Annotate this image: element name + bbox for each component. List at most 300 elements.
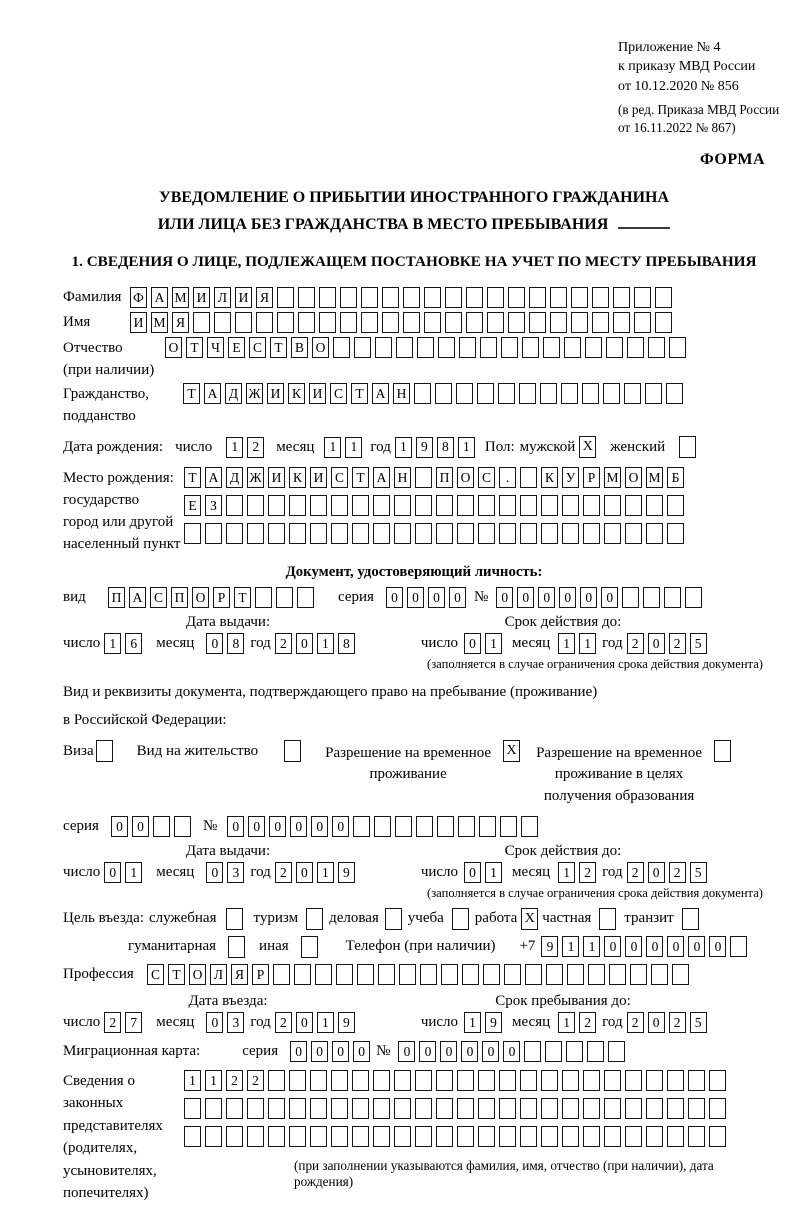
char-cell[interactable]: П	[108, 587, 125, 608]
res-issue-month[interactable]	[206, 862, 248, 883]
char-cell[interactable]: 0	[580, 587, 597, 608]
char-cell[interactable]	[373, 1098, 390, 1119]
char-cell[interactable]: 2	[247, 1070, 264, 1091]
char-cell[interactable]	[630, 964, 647, 985]
char-cell[interactable]	[373, 495, 390, 516]
char-cell[interactable]	[522, 337, 539, 358]
char-cell[interactable]	[688, 1070, 705, 1091]
char-cell[interactable]: 2	[104, 1012, 121, 1033]
char-cell[interactable]	[634, 287, 651, 308]
char-cell[interactable]: 0	[206, 633, 223, 654]
char-cell[interactable]: А	[129, 587, 146, 608]
char-cell[interactable]: 2	[226, 1070, 243, 1091]
char-cell[interactable]: 2	[669, 862, 686, 883]
char-cell[interactable]	[445, 287, 462, 308]
char-cell[interactable]: Т	[184, 467, 201, 488]
char-cell[interactable]	[499, 523, 516, 544]
char-cell[interactable]: 0	[296, 862, 313, 883]
char-cell[interactable]	[625, 1126, 642, 1147]
char-cell[interactable]: 3	[227, 1012, 244, 1033]
male-checkbox[interactable]: X	[579, 436, 596, 458]
char-cell[interactable]	[333, 337, 350, 358]
char-cell[interactable]: 8	[437, 437, 454, 458]
char-cell[interactable]	[646, 1070, 663, 1091]
char-cell[interactable]: 0	[648, 1012, 665, 1033]
char-cell[interactable]	[153, 816, 170, 837]
char-cell[interactable]	[525, 964, 542, 985]
char-cell[interactable]	[357, 964, 374, 985]
char-cell[interactable]	[403, 312, 420, 333]
char-cell[interactable]: С	[478, 467, 495, 488]
char-cell[interactable]	[608, 1041, 625, 1062]
char-cell[interactable]	[441, 964, 458, 985]
char-cell[interactable]: 2	[275, 633, 292, 654]
char-cell[interactable]	[688, 1126, 705, 1147]
patronymic-cells[interactable]	[165, 337, 690, 358]
char-cell[interactable]: 0	[290, 816, 307, 837]
char-cell[interactable]: 2	[275, 862, 292, 883]
char-cell[interactable]	[508, 287, 525, 308]
char-cell[interactable]	[417, 337, 434, 358]
char-cell[interactable]: 0	[269, 816, 286, 837]
char-cell[interactable]: 0	[311, 1041, 328, 1062]
char-cell[interactable]	[424, 312, 441, 333]
char-cell[interactable]: 0	[332, 1041, 349, 1062]
char-cell[interactable]: Ж	[246, 383, 263, 404]
char-cell[interactable]: 0	[132, 816, 149, 837]
char-cell[interactable]: 9	[485, 1012, 502, 1033]
char-cell[interactable]	[504, 964, 521, 985]
char-cell[interactable]	[174, 816, 191, 837]
birth-month-cells[interactable]	[324, 437, 366, 458]
char-cell[interactable]: М	[646, 467, 663, 488]
char-cell[interactable]	[184, 1098, 201, 1119]
char-cell[interactable]	[541, 1070, 558, 1091]
char-cell[interactable]: А	[373, 467, 390, 488]
char-cell[interactable]	[205, 1126, 222, 1147]
char-cell[interactable]	[478, 1126, 495, 1147]
char-cell[interactable]	[604, 1070, 621, 1091]
char-cell[interactable]	[466, 312, 483, 333]
char-cell[interactable]: 0	[517, 587, 534, 608]
char-cell[interactable]: В	[291, 337, 308, 358]
char-cell[interactable]: 0	[296, 1012, 313, 1033]
char-cell[interactable]	[550, 287, 567, 308]
char-cell[interactable]	[361, 312, 378, 333]
char-cell[interactable]	[643, 587, 660, 608]
char-cell[interactable]	[310, 1098, 327, 1119]
char-cell[interactable]: И	[193, 287, 210, 308]
doc-issue-month[interactable]	[206, 633, 248, 654]
char-cell[interactable]	[456, 383, 473, 404]
char-cell[interactable]: 0	[503, 1041, 520, 1062]
char-cell[interactable]: 9	[416, 437, 433, 458]
char-cell[interactable]	[562, 1070, 579, 1091]
entry-month[interactable]	[206, 1012, 248, 1033]
char-cell[interactable]	[437, 816, 454, 837]
char-cell[interactable]	[226, 495, 243, 516]
char-cell[interactable]	[541, 1098, 558, 1119]
char-cell[interactable]	[457, 1126, 474, 1147]
char-cell[interactable]	[273, 964, 290, 985]
edu-permit-checkbox[interactable]	[714, 740, 731, 762]
char-cell[interactable]: 1	[324, 437, 341, 458]
char-cell[interactable]	[445, 312, 462, 333]
char-cell[interactable]	[378, 964, 395, 985]
char-cell[interactable]	[604, 523, 621, 544]
char-cell[interactable]	[655, 287, 672, 308]
char-cell[interactable]: С	[330, 383, 347, 404]
representatives-row2-cells[interactable]	[184, 1098, 730, 1119]
char-cell[interactable]	[415, 523, 432, 544]
char-cell[interactable]: 0	[464, 633, 481, 654]
char-cell[interactable]: 0	[538, 587, 555, 608]
doc-valid-month[interactable]	[558, 633, 600, 654]
char-cell[interactable]	[361, 287, 378, 308]
char-cell[interactable]	[613, 287, 630, 308]
char-cell[interactable]	[415, 1070, 432, 1091]
char-cell[interactable]: Т	[352, 467, 369, 488]
char-cell[interactable]	[184, 1126, 201, 1147]
char-cell[interactable]: М	[151, 312, 168, 333]
char-cell[interactable]: О	[192, 587, 209, 608]
char-cell[interactable]: 0	[496, 587, 513, 608]
char-cell[interactable]	[319, 287, 336, 308]
char-cell[interactable]: 0	[290, 1041, 307, 1062]
char-cell[interactable]: У	[562, 467, 579, 488]
char-cell[interactable]	[592, 287, 609, 308]
char-cell[interactable]	[415, 1098, 432, 1119]
char-cell[interactable]: 0	[601, 587, 618, 608]
char-cell[interactable]: 0	[296, 633, 313, 654]
char-cell[interactable]: И	[310, 467, 327, 488]
char-cell[interactable]	[587, 1041, 604, 1062]
birth-year-cells[interactable]	[395, 437, 479, 458]
char-cell[interactable]: 0	[709, 936, 726, 957]
char-cell[interactable]: 0	[461, 1041, 478, 1062]
doc-series-cells[interactable]	[386, 587, 470, 608]
char-cell[interactable]	[478, 523, 495, 544]
char-cell[interactable]	[499, 495, 516, 516]
char-cell[interactable]	[541, 523, 558, 544]
char-cell[interactable]	[562, 1126, 579, 1147]
char-cell[interactable]	[268, 1126, 285, 1147]
char-cell[interactable]	[499, 1126, 516, 1147]
char-cell[interactable]: И	[267, 383, 284, 404]
char-cell[interactable]	[562, 495, 579, 516]
char-cell[interactable]	[457, 523, 474, 544]
birthplace-row1-cells[interactable]	[184, 467, 688, 488]
visa-checkbox[interactable]	[96, 740, 113, 762]
char-cell[interactable]	[540, 383, 557, 404]
char-cell[interactable]	[268, 1070, 285, 1091]
char-cell[interactable]	[520, 1098, 537, 1119]
char-cell[interactable]: Р	[583, 467, 600, 488]
char-cell[interactable]: Я	[231, 964, 248, 985]
char-cell[interactable]	[583, 1098, 600, 1119]
entry-year[interactable]	[275, 1012, 359, 1033]
char-cell[interactable]	[331, 523, 348, 544]
char-cell[interactable]	[585, 337, 602, 358]
char-cell[interactable]	[592, 312, 609, 333]
char-cell[interactable]	[603, 383, 620, 404]
char-cell[interactable]	[373, 1126, 390, 1147]
char-cell[interactable]: М	[172, 287, 189, 308]
char-cell[interactable]	[625, 523, 642, 544]
purpose-tourism-checkbox[interactable]	[306, 908, 323, 930]
char-cell[interactable]	[298, 287, 315, 308]
char-cell[interactable]	[582, 383, 599, 404]
char-cell[interactable]	[709, 1126, 726, 1147]
char-cell[interactable]: 2	[669, 1012, 686, 1033]
char-cell[interactable]	[394, 1070, 411, 1091]
char-cell[interactable]	[289, 1070, 306, 1091]
char-cell[interactable]	[457, 1070, 474, 1091]
purpose-study-checkbox[interactable]	[452, 908, 469, 930]
char-cell[interactable]	[519, 383, 536, 404]
char-cell[interactable]: 9	[338, 1012, 355, 1033]
char-cell[interactable]	[478, 1070, 495, 1091]
char-cell[interactable]	[483, 964, 500, 985]
char-cell[interactable]	[399, 964, 416, 985]
char-cell[interactable]	[466, 287, 483, 308]
char-cell[interactable]	[543, 337, 560, 358]
doc-number-cells[interactable]	[496, 587, 706, 608]
char-cell[interactable]	[375, 337, 392, 358]
char-cell[interactable]	[277, 312, 294, 333]
char-cell[interactable]	[667, 1070, 684, 1091]
char-cell[interactable]: 2	[579, 862, 596, 883]
doc-issue-year[interactable]	[275, 633, 359, 654]
char-cell[interactable]: 1	[317, 862, 334, 883]
char-cell[interactable]	[664, 587, 681, 608]
char-cell[interactable]	[416, 816, 433, 837]
char-cell[interactable]	[353, 816, 370, 837]
birth-day-cells[interactable]	[226, 437, 268, 458]
char-cell[interactable]	[625, 1098, 642, 1119]
char-cell[interactable]: 6	[125, 633, 142, 654]
char-cell[interactable]	[435, 383, 452, 404]
char-cell[interactable]	[462, 964, 479, 985]
char-cell[interactable]: Д	[225, 383, 242, 404]
char-cell[interactable]	[436, 1098, 453, 1119]
char-cell[interactable]	[524, 1041, 541, 1062]
char-cell[interactable]: А	[205, 467, 222, 488]
char-cell[interactable]	[613, 312, 630, 333]
char-cell[interactable]: Е	[184, 495, 201, 516]
char-cell[interactable]: 1	[125, 862, 142, 883]
char-cell[interactable]: 0	[206, 862, 223, 883]
char-cell[interactable]: 0	[332, 816, 349, 837]
char-cell[interactable]: 0	[688, 936, 705, 957]
char-cell[interactable]: 1	[395, 437, 412, 458]
stay-month[interactable]	[558, 1012, 600, 1033]
char-cell[interactable]: 2	[275, 1012, 292, 1033]
char-cell[interactable]: 0	[428, 587, 445, 608]
char-cell[interactable]	[373, 523, 390, 544]
entry-day[interactable]	[104, 1012, 146, 1033]
char-cell[interactable]: 7	[125, 1012, 142, 1033]
char-cell[interactable]: 9	[338, 862, 355, 883]
char-cell[interactable]	[395, 816, 412, 837]
char-cell[interactable]: Т	[186, 337, 203, 358]
char-cell[interactable]: Д	[226, 467, 243, 488]
char-cell[interactable]: 5	[690, 633, 707, 654]
char-cell[interactable]	[487, 312, 504, 333]
char-cell[interactable]	[655, 312, 672, 333]
char-cell[interactable]	[634, 312, 651, 333]
char-cell[interactable]	[436, 1126, 453, 1147]
birthplace-row2-cells[interactable]	[184, 495, 688, 516]
char-cell[interactable]	[622, 587, 639, 608]
char-cell[interactable]: 0	[559, 587, 576, 608]
char-cell[interactable]	[545, 1041, 562, 1062]
char-cell[interactable]: Т	[168, 964, 185, 985]
char-cell[interactable]: 1	[558, 633, 575, 654]
char-cell[interactable]: И	[268, 467, 285, 488]
char-cell[interactable]	[550, 312, 567, 333]
char-cell[interactable]: А	[204, 383, 221, 404]
char-cell[interactable]	[340, 312, 357, 333]
char-cell[interactable]: Т	[183, 383, 200, 404]
char-cell[interactable]	[226, 1126, 243, 1147]
char-cell[interactable]	[424, 287, 441, 308]
char-cell[interactable]	[604, 495, 621, 516]
char-cell[interactable]: 0	[353, 1041, 370, 1062]
doc-valid-day[interactable]	[464, 633, 506, 654]
char-cell[interactable]: 1	[558, 862, 575, 883]
char-cell[interactable]	[340, 287, 357, 308]
char-cell[interactable]	[310, 1070, 327, 1091]
profession-cells[interactable]	[147, 964, 693, 985]
char-cell[interactable]: К	[288, 383, 305, 404]
char-cell[interactable]	[477, 383, 494, 404]
char-cell[interactable]	[247, 1098, 264, 1119]
char-cell[interactable]	[352, 1070, 369, 1091]
char-cell[interactable]	[247, 1126, 264, 1147]
char-cell[interactable]: 8	[227, 633, 244, 654]
char-cell[interactable]	[604, 1098, 621, 1119]
char-cell[interactable]	[501, 337, 518, 358]
char-cell[interactable]	[459, 337, 476, 358]
char-cell[interactable]: 9	[541, 936, 558, 957]
residence-permit-checkbox[interactable]	[284, 740, 301, 762]
purpose-commercial-checkbox[interactable]	[385, 908, 402, 930]
representatives-row3-cells[interactable]	[184, 1126, 730, 1147]
purpose-private-checkbox[interactable]	[599, 908, 616, 930]
char-cell[interactable]	[226, 1098, 243, 1119]
doc-issue-day[interactable]	[104, 633, 146, 654]
char-cell[interactable]: 0	[646, 936, 663, 957]
char-cell[interactable]	[667, 1126, 684, 1147]
char-cell[interactable]	[520, 523, 537, 544]
char-cell[interactable]	[352, 1098, 369, 1119]
char-cell[interactable]	[396, 337, 413, 358]
char-cell[interactable]	[566, 1041, 583, 1062]
char-cell[interactable]	[436, 1070, 453, 1091]
char-cell[interactable]	[458, 816, 475, 837]
char-cell[interactable]: 8	[338, 633, 355, 654]
char-cell[interactable]	[256, 312, 273, 333]
res-valid-year[interactable]	[627, 862, 711, 883]
char-cell[interactable]	[331, 1098, 348, 1119]
char-cell[interactable]	[625, 495, 642, 516]
char-cell[interactable]	[415, 467, 432, 488]
char-cell[interactable]: Л	[214, 287, 231, 308]
char-cell[interactable]: 0	[648, 633, 665, 654]
char-cell[interactable]: Ф	[130, 287, 147, 308]
char-cell[interactable]: П	[436, 467, 453, 488]
char-cell[interactable]: 0	[386, 587, 403, 608]
char-cell[interactable]	[394, 523, 411, 544]
char-cell[interactable]	[289, 1126, 306, 1147]
char-cell[interactable]: 0	[111, 816, 128, 837]
char-cell[interactable]: 1	[205, 1070, 222, 1091]
char-cell[interactable]: 1	[579, 633, 596, 654]
char-cell[interactable]	[294, 964, 311, 985]
char-cell[interactable]: 2	[627, 1012, 644, 1033]
char-cell[interactable]	[521, 816, 538, 837]
char-cell[interactable]	[226, 523, 243, 544]
char-cell[interactable]: 1	[558, 1012, 575, 1033]
char-cell[interactable]	[403, 287, 420, 308]
char-cell[interactable]	[438, 337, 455, 358]
char-cell[interactable]	[541, 1126, 558, 1147]
char-cell[interactable]	[298, 312, 315, 333]
char-cell[interactable]	[730, 936, 747, 957]
res-valid-day[interactable]	[464, 862, 506, 883]
char-cell[interactable]	[415, 495, 432, 516]
char-cell[interactable]	[651, 964, 668, 985]
char-cell[interactable]: Н	[394, 467, 411, 488]
char-cell[interactable]	[255, 587, 272, 608]
char-cell[interactable]: И	[130, 312, 147, 333]
char-cell[interactable]	[667, 495, 684, 516]
char-cell[interactable]: 0	[311, 816, 328, 837]
char-cell[interactable]	[562, 523, 579, 544]
birthplace-row3-cells[interactable]	[184, 523, 688, 544]
char-cell[interactable]: Я	[256, 287, 273, 308]
char-cell[interactable]: З	[205, 495, 222, 516]
char-cell[interactable]	[205, 523, 222, 544]
res-issue-day[interactable]	[104, 862, 146, 883]
char-cell[interactable]	[685, 587, 702, 608]
char-cell[interactable]: 1	[317, 633, 334, 654]
citizenship-cells[interactable]	[183, 383, 687, 404]
char-cell[interactable]	[520, 467, 537, 488]
char-cell[interactable]	[414, 383, 431, 404]
char-cell[interactable]	[709, 1070, 726, 1091]
char-cell[interactable]: С	[331, 467, 348, 488]
temp-permit-checkbox[interactable]: X	[503, 740, 520, 762]
char-cell[interactable]	[247, 495, 264, 516]
char-cell[interactable]	[310, 1126, 327, 1147]
char-cell[interactable]	[499, 1070, 516, 1091]
char-cell[interactable]	[480, 337, 497, 358]
char-cell[interactable]: 0	[206, 1012, 223, 1033]
char-cell[interactable]	[479, 816, 496, 837]
char-cell[interactable]: 2	[627, 862, 644, 883]
char-cell[interactable]	[520, 495, 537, 516]
char-cell[interactable]: 1	[464, 1012, 481, 1033]
char-cell[interactable]	[457, 1098, 474, 1119]
char-cell[interactable]: 5	[690, 862, 707, 883]
char-cell[interactable]: С	[249, 337, 266, 358]
char-cell[interactable]	[648, 337, 665, 358]
char-cell[interactable]: .	[499, 467, 516, 488]
char-cell[interactable]: 0	[419, 1041, 436, 1062]
char-cell[interactable]	[606, 337, 623, 358]
